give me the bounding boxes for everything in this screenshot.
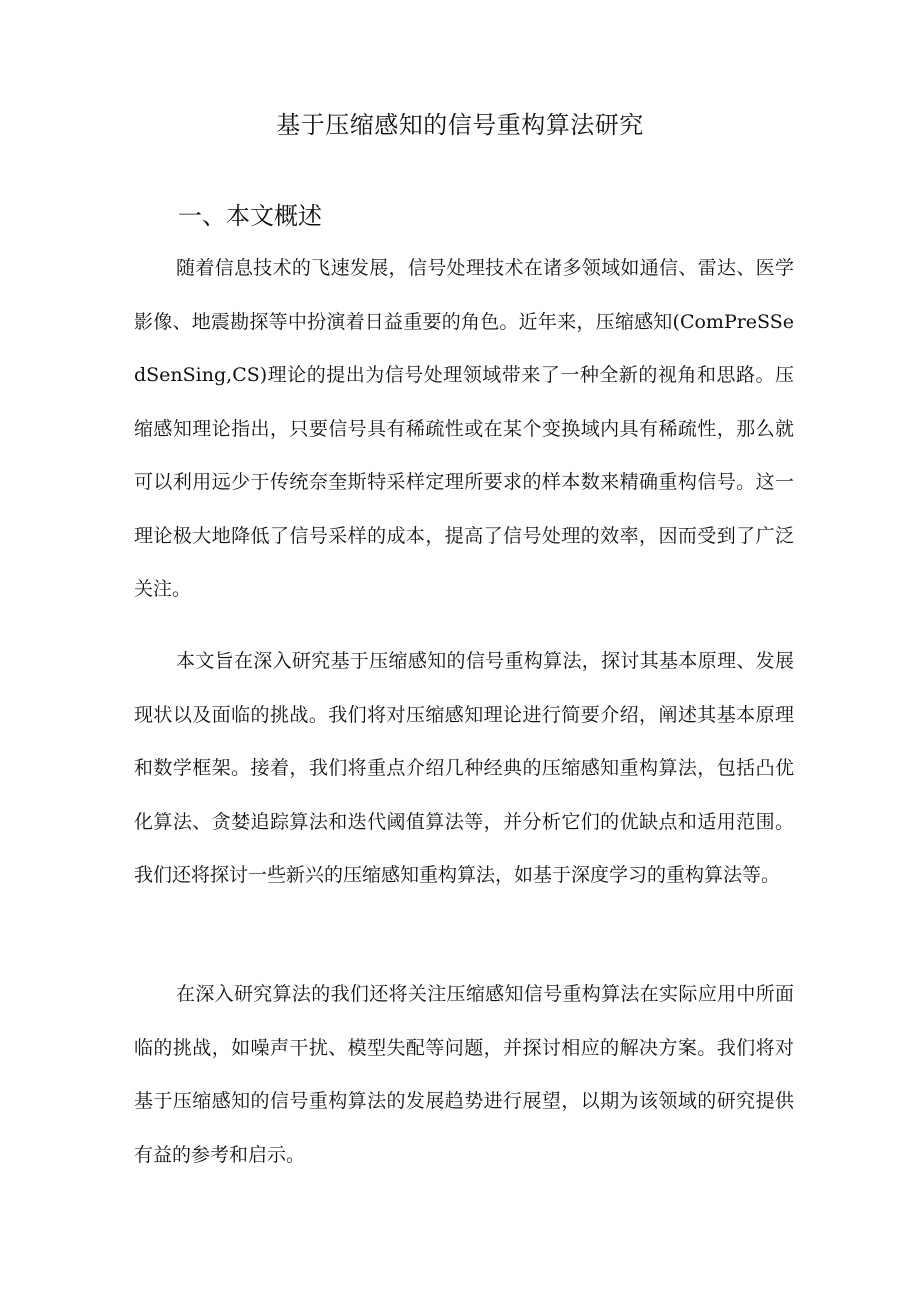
paragraph-overview: 随着信息技术的飞速发展，信号处理技术在诸多领域如通信、雷达、医学影像、地震勘探等中扮演着日益重要的角色。近年来，压缩感知(ComPreSSedSenSing,CS)理论的提出为信号处理领域带来了一种全新的视角和思路。压缩感知理论指出，只要信号具有稀疏性或在某个变换域内具有稀疏性，那么就可以利用远少于传统奈奎斯特采样定理所要求的样本数来精确重构信号。这一理论极大地降低了信号采样的成本，提高了信号处理的效率，因而受到了广泛关注。 <box>134 257 794 600</box>
section-heading: 一、本文概述 <box>178 202 322 230</box>
paragraph-challenges: 在深入研究算法的我们还将关注压缩感知信号重构算法在实际应用中所面临的挑战，如噪声干扰、模型失配等问题，并探讨相应的解决方案。我们将对基于压缩感知的信号重构算法的发展趋势进行展望，以期为该领域的研究提供有益的参考和启示。 <box>134 983 794 1166</box>
document-title: 基于压缩感知的信号重构算法研究 <box>276 111 644 139</box>
paragraph-purpose: 本文旨在深入研究基于压缩感知的信号重构算法，探讨其基本原理、发展现状以及面临的挑战。我们将对压缩感知理论进行简要介绍，阐述其基本原理和数学框架。接着，我们将重点介绍几种经典的压缩感知重构算法，包括凸优化算法、贪婪追踪算法和迭代阈值算法等，并分析它们的优缺点和适用范围。我们还将探讨一些新兴的压缩感知重构算法，如基于深度学习的重构算法等。 <box>134 650 794 886</box>
